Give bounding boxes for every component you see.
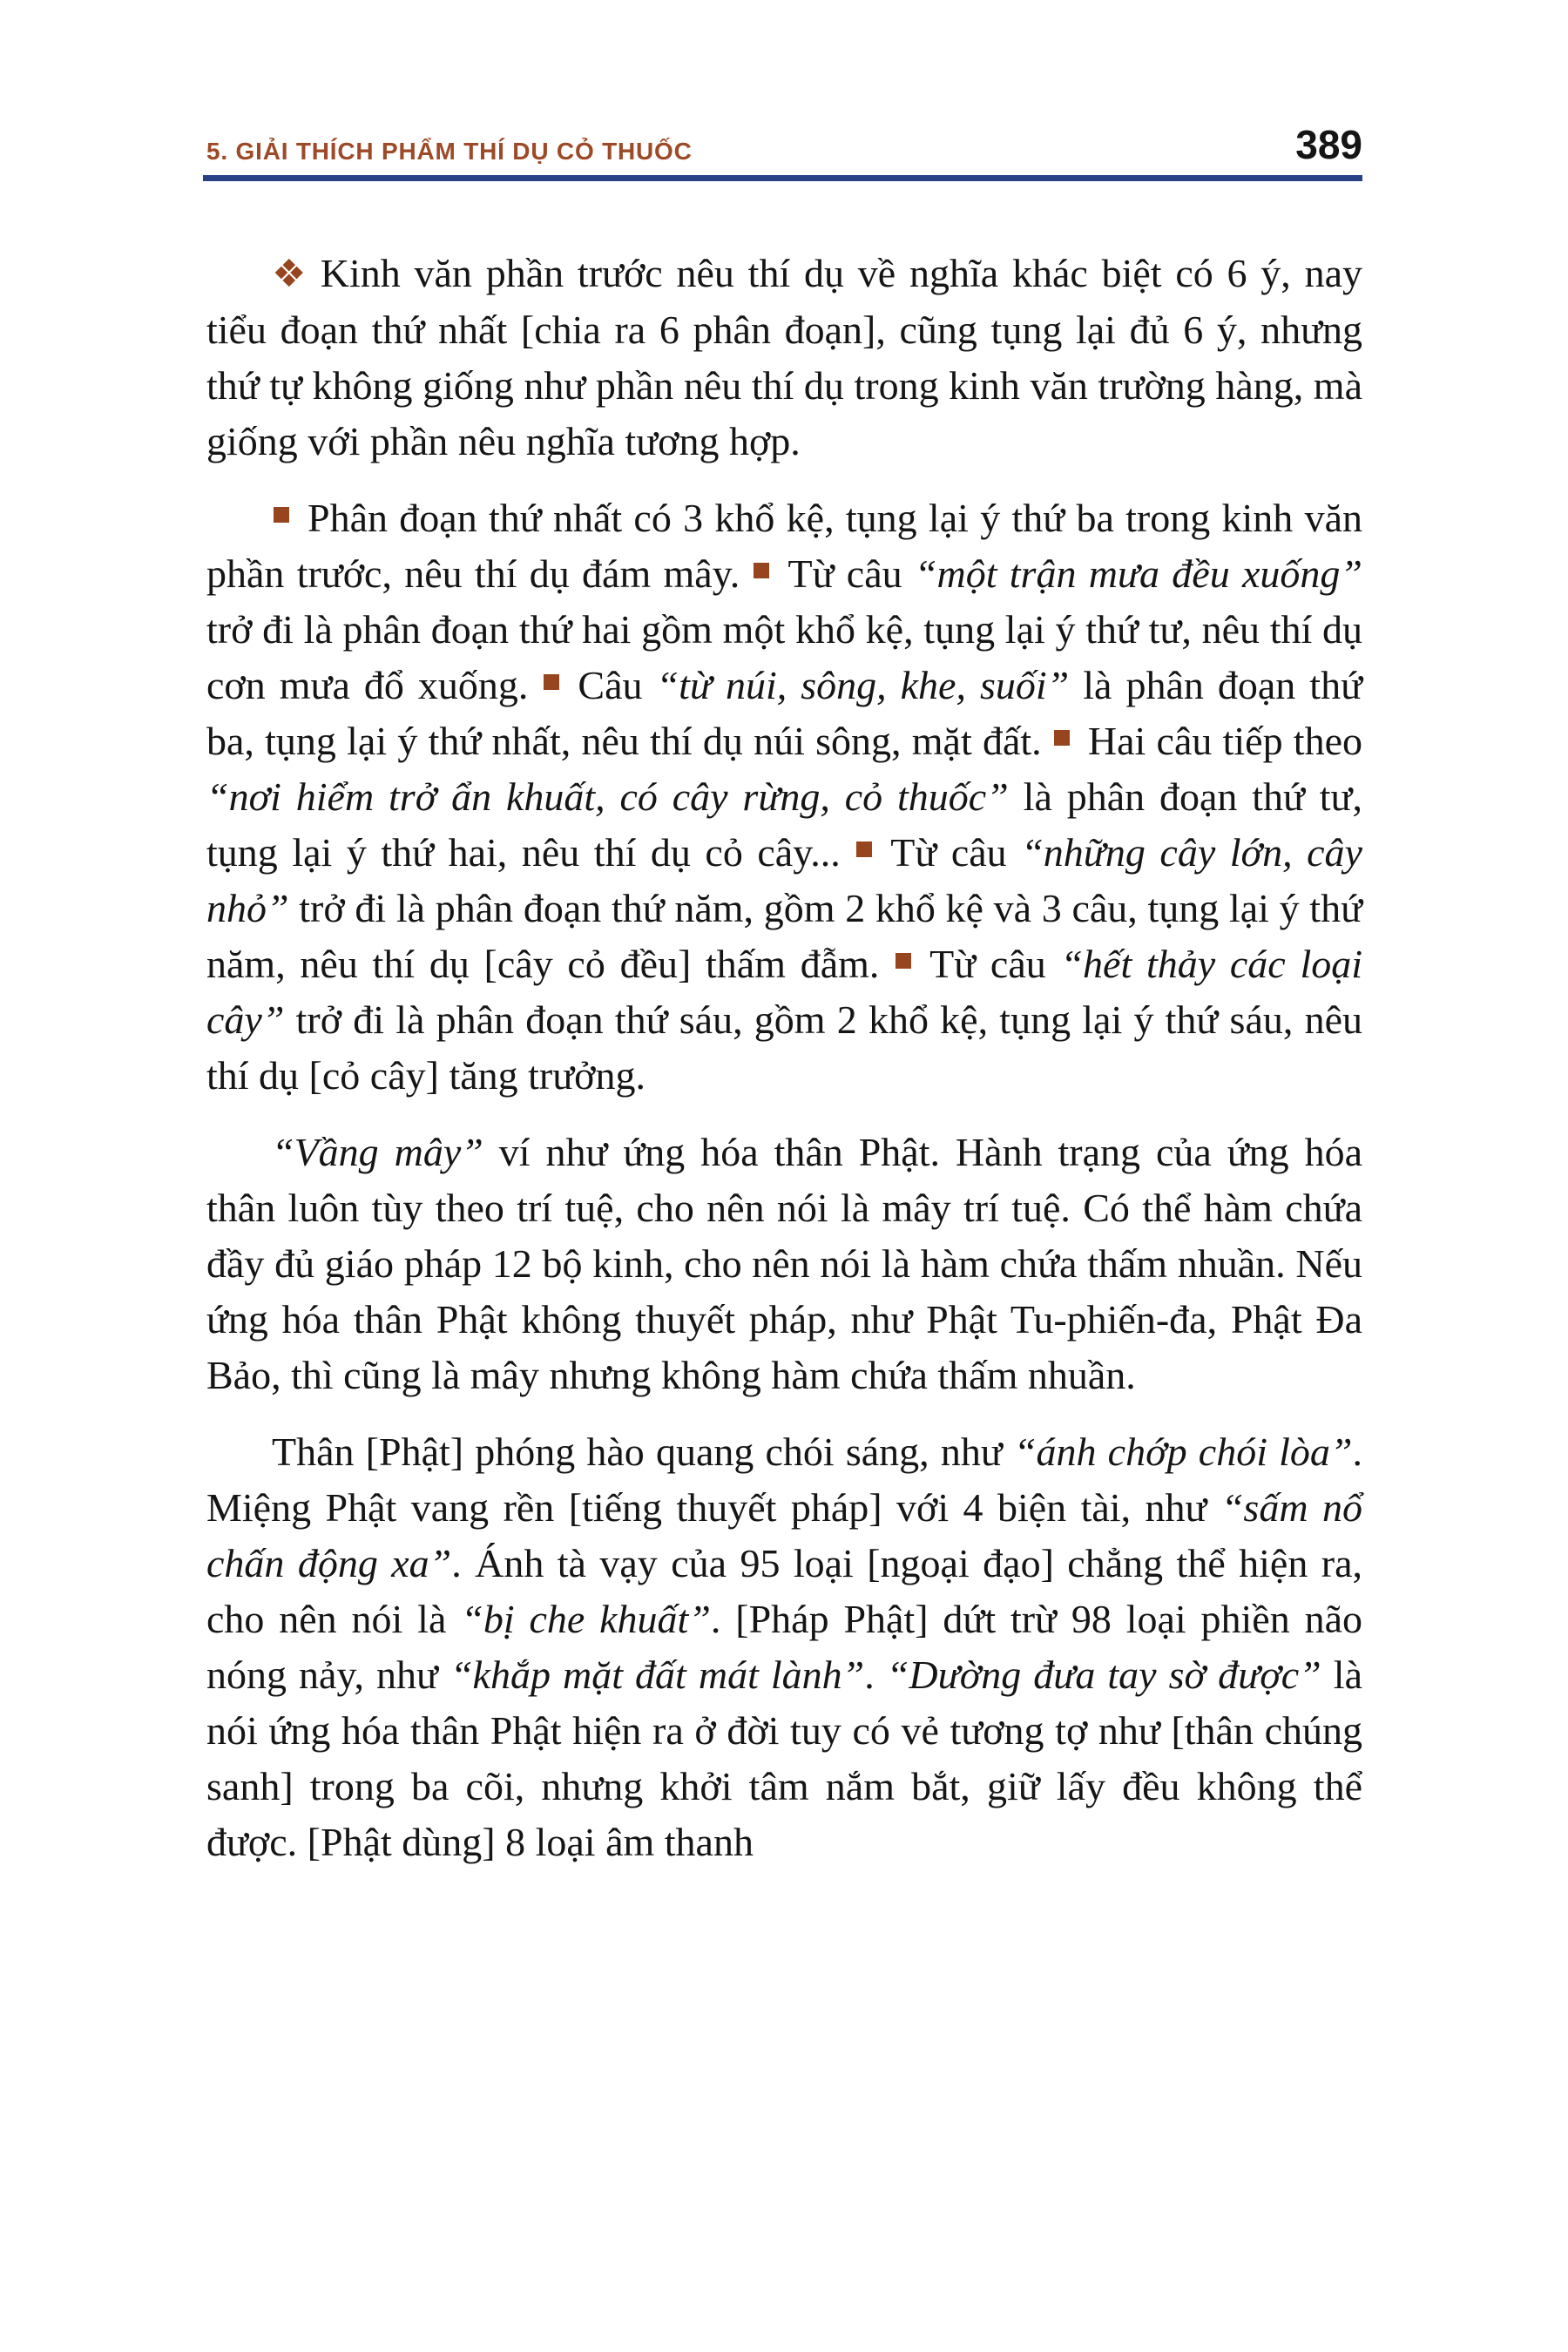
text-run: trở đi là phân đoạn thứ hai gồm một khổ kệ, tụng lại ý thứ tư, nêu thí dụ cơn mưa đổ xuống. bbox=[206, 607, 1362, 707]
bullet-icon bbox=[274, 507, 289, 523]
text-run: Từ câu bbox=[890, 830, 1022, 875]
text-run: Thân [Phật] phóng hào quang chói sáng, như bbox=[272, 1429, 1014, 1474]
text-run: “bị che khuất” bbox=[461, 1597, 711, 1641]
text-run: “một trận mưa đều xuống” bbox=[914, 551, 1362, 596]
bullet-icon bbox=[856, 841, 872, 857]
text-run: Phân đoạn thứ nhất có 3 khổ kệ, tụng lại ý thứ ba trong kinh văn phần trước, nêu thí dụ đám mây. bbox=[206, 496, 1362, 596]
text-run: Kinh văn phần trước nêu thí dụ về nghĩa khác biệt có 6 ý, nay tiểu đoạn thứ nhất [chia ra 6 phân đoạn], cũng tụng lại đủ 6 ý, nhưng thứ tự không giống như phần nêu thí dụ trong kinh văn trường hàng, mà giống với phần nêu nghĩa tương hợp. bbox=[206, 251, 1363, 463]
text-run: là phân đoạn thứ ba, tụng lại ý thứ nhất, nêu thí dụ núi sông, mặt đất. bbox=[206, 663, 1363, 763]
text-run: “những cây lớn, cây nhỏ” bbox=[206, 830, 1362, 930]
text-run: Hai câu tiếp theo bbox=[1087, 719, 1362, 763]
text-run: Câu bbox=[578, 663, 657, 707]
text-run: “ánh chớp chói lòa” bbox=[1013, 1429, 1353, 1474]
bullet-icon bbox=[754, 563, 769, 578]
text-run: “Vầng mây” bbox=[272, 1130, 483, 1174]
text-run: . Miệng Phật vang rền [tiếng thuyết pháp] với 4 biện tài, như bbox=[206, 1429, 1362, 1530]
text-run: là phân đoạn thứ tư, tụng lại ý thứ hai, nêu thí dụ cỏ cây... bbox=[206, 774, 1362, 875]
text-run: Từ câu bbox=[929, 942, 1061, 986]
bullet-icon bbox=[544, 674, 559, 690]
text-run: ví như ứng hóa thân Phật. Hành trạng của ứng hóa thân luôn tùy theo trí tuệ, cho nên nói là mây trí tuệ. Có thể hàm chứa đầy đủ giáo pháp 12 bộ kinh, cho nên nói là hàm chứa thấm nhuần. Nếu ứng hóa thân Phật không thuyết pháp, như Phật Tu-phiến-đa, Phật Đa Bảo, thì cũng là mây nhưng không hàm chứa thấm nhuần. bbox=[206, 1130, 1363, 1397]
paragraph bbox=[206, 1125, 1362, 1403]
body-text bbox=[206, 246, 1362, 1870]
text-run: . [Pháp Phật] dứt trừ 98 loại phiền não nóng nảy, như bbox=[206, 1597, 1362, 1697]
text-run: . Ánh tà vạy của 95 loại [ngoại đạo] chẳng thể hiện ra, cho nên nói là bbox=[206, 1541, 1362, 1641]
text-run: “sấm nổ chấn động xa” bbox=[206, 1485, 1362, 1585]
bullet-icon bbox=[896, 953, 911, 969]
header-rule-divider bbox=[203, 175, 1362, 181]
text-run: là nói ứng hóa thân Phật hiện ra ở đời tuy có vẻ tương tợ như [thân chúng sanh] trong ba cõi, nhưng khởi tâm nắm bắt, giữ lấy đều không thể được. [Phật dùng] 8 loại âm thanh bbox=[206, 1652, 1362, 1864]
text-run: “nơi hiểm trở ẩn khuất, có cây rừng, cỏ thuốc” bbox=[206, 774, 1009, 819]
text-run: “từ núi, sông, khe, suối” bbox=[656, 663, 1070, 707]
text-run: . bbox=[864, 1652, 887, 1697]
paragraph bbox=[206, 490, 1362, 1104]
paragraph bbox=[206, 1424, 1362, 1870]
text-run: “hết thảy các loại cây” bbox=[206, 942, 1363, 1042]
text-run: trở đi là phân đoạn thứ năm, gồm 2 khổ kệ và 3 câu, tụng lại ý thứ năm, nêu thí dụ [cây cỏ đều] thấm đẫm. bbox=[206, 886, 1362, 986]
bullet-icon bbox=[1054, 730, 1070, 746]
ornament-icon: ❖ bbox=[272, 252, 310, 296]
text-run: Từ câu bbox=[787, 551, 915, 596]
text-run: “Dường đưa tay sờ được” bbox=[886, 1652, 1321, 1697]
paragraph bbox=[206, 246, 1362, 470]
chapter-header: 5. GIẢI THÍCH PHẨM THÍ DỤ CỎ THUỐC bbox=[206, 138, 693, 165]
text-run: “khắp mặt đất mát lành” bbox=[449, 1652, 865, 1697]
page-number: 389 bbox=[1295, 122, 1362, 167]
text-run: trở đi là phân đoạn thứ sáu, gồm 2 khổ kệ, tụng lại ý thứ sáu, nêu thí dụ [cỏ cây] tăng trưởng. bbox=[206, 997, 1362, 1098]
